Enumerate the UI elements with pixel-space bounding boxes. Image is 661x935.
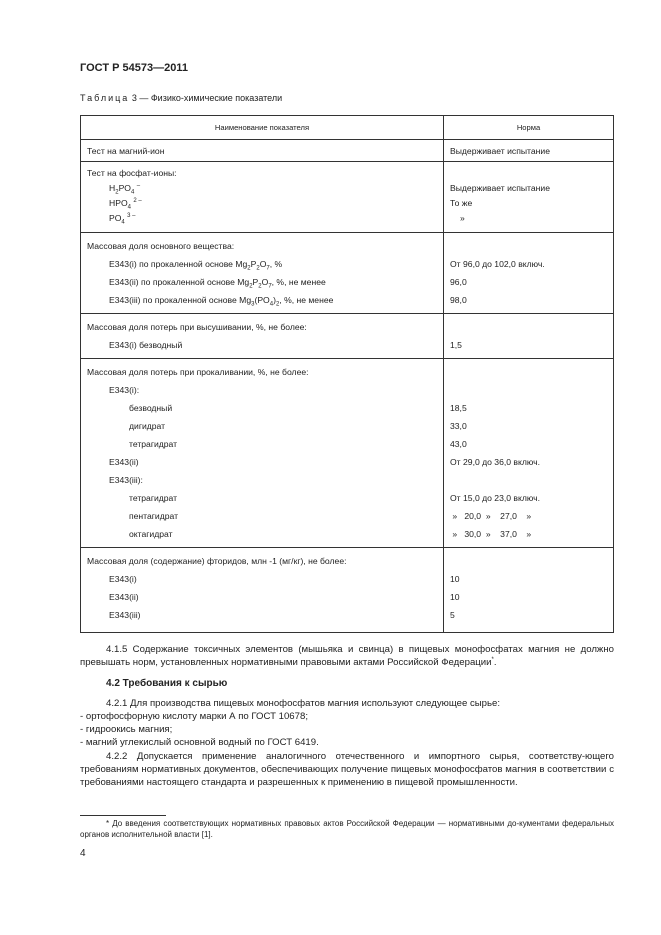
sub-group: Е343(iii): [109,475,143,485]
row-norm: Выдерживает испытание [450,146,550,156]
sub-row: безводный [129,403,173,413]
row-name: Тест на магний-ион [87,146,165,156]
sub-row: дигидрат [129,421,166,431]
table-row [81,359,614,548]
paragraph-4-2-1-block [80,697,614,749]
paragraph-4-2-1: 4.2.1 Для производства пищевых монофосфатов магния используют следующее сырье: [106,698,501,709]
physchem-table [80,115,614,633]
formula-hpo4: $HPO_4$ $^{2 -}$ [109,198,142,211]
row-name: Массовая доля (содержание) фторидов, млн -1 (мг/кг), не более: [87,556,347,566]
sub-row: пентагидрат [129,511,179,521]
paragraph-4-2-2: 4.2.2 Допускается применение аналогичного отечественного и импортного сырья, соответству-ющего требованиям нормативных документов, обеспечивающих получение пищевых монофосфатов магния в соответствии с требованиями настоящего стандарта и разрешенных к применению в пищевой промышленности. [80,751,614,788]
row-norm: 1,5 [450,340,462,350]
formula-po4: $PO_4$ $^{3 -}$ [109,213,136,226]
sub-row: октагидрат [129,529,173,539]
row-norm: От 29,0 до 36,0 включ. [450,457,540,467]
row-name: Массовая доля основного вещества: [87,241,235,251]
table-caption [80,93,282,103]
row-norm: 96,0 [450,277,467,287]
row-norm: 10 [450,592,460,602]
row-norm: 18,5 [450,403,467,413]
document-header: ГОСТ Р 54573—2011 [80,62,188,74]
row-norm: То же [450,198,473,208]
row-norm: От 15,0 до 23,0 включ. [450,493,540,503]
col-header-norm: Норма [444,116,614,140]
sub-row: Е343(i) безводный [109,340,183,350]
row-name: Массовая доля потерь при прокаливании, %, не более: [87,367,309,377]
sub-row: тетрагидрат [129,439,178,449]
row-name: Массовая доля потерь при высушивании, %, не более: [87,322,307,332]
sub-group: Е343(ii) [109,457,139,467]
sub-row: Е343(ii) по прокаленной основе $Mg_2P_2O_7$, %, не менее [109,277,326,290]
sub-row: Е343(i) [109,574,137,584]
list-item: - магний углекислый основной водный по ГОСТ 6419. [80,737,319,748]
table-row [81,314,614,359]
formula-h2po4: $H_2PO_4$ – [109,183,141,196]
row-norm: 5 [450,610,455,620]
caption-label: Таблица [80,93,130,103]
paragraph-4-1-5: 4.1.5 Содержание токсичных элементов (мышьяка и свинца) в пищевых монофосфатах магния не должно превышать норм, установленных нормативными правовыми актами Российской Федерации*. [80,644,614,668]
sub-group: Е343(i): [109,385,140,395]
row-name: Тест на фосфат-ионы: [87,168,177,178]
footnote-divider [80,815,166,816]
sub-row: тетрагидрат [129,493,178,503]
row-norm: 33,0 [450,421,467,431]
row-norm: Выдерживает испытание [450,183,550,193]
caption-text: 3 — Физико-химические показатели [131,93,283,103]
table-row [81,233,614,314]
list-item: - гидроокись магния; [80,724,173,735]
sub-row: Е343(ii) [109,592,139,602]
sub-row: Е343(i) по прокаленной основе $Mg_2P_2O_7$, % [109,259,283,272]
row-norm: 10 [450,574,460,584]
col-header-name: Наименование показателя [81,116,444,140]
table-row [81,548,614,633]
section-heading-4-2: 4.2 Требования к сырью [106,678,228,689]
sub-row: Е343(iii) по прокаленной основе $Mg_3(PO_4)_2$, %, не менее [109,295,334,308]
row-norm: От 96,0 до 102,0 включ. [450,259,545,269]
row-norm: » 30,0 » 37,0 » [450,529,532,539]
table-head-row [81,116,614,140]
footnote: * До введения соответствующих нормативных правовых актов Российской Федерации — нормативными до-кументами федеральных органов исполнительной власти [1]. [80,819,614,839]
row-norm: 43,0 [450,439,467,449]
sub-row: Е343(iii) [109,610,141,620]
row-norm: » [460,213,465,223]
list-item: - ортофосфорную кислоту марки А по ГОСТ 10678; [80,711,308,722]
table-row [81,162,614,233]
table-row [81,140,614,162]
page-number: 4 [80,848,86,859]
row-norm: » 20,0 » 27,0 » [450,511,532,521]
row-norm: 98,0 [450,295,467,305]
